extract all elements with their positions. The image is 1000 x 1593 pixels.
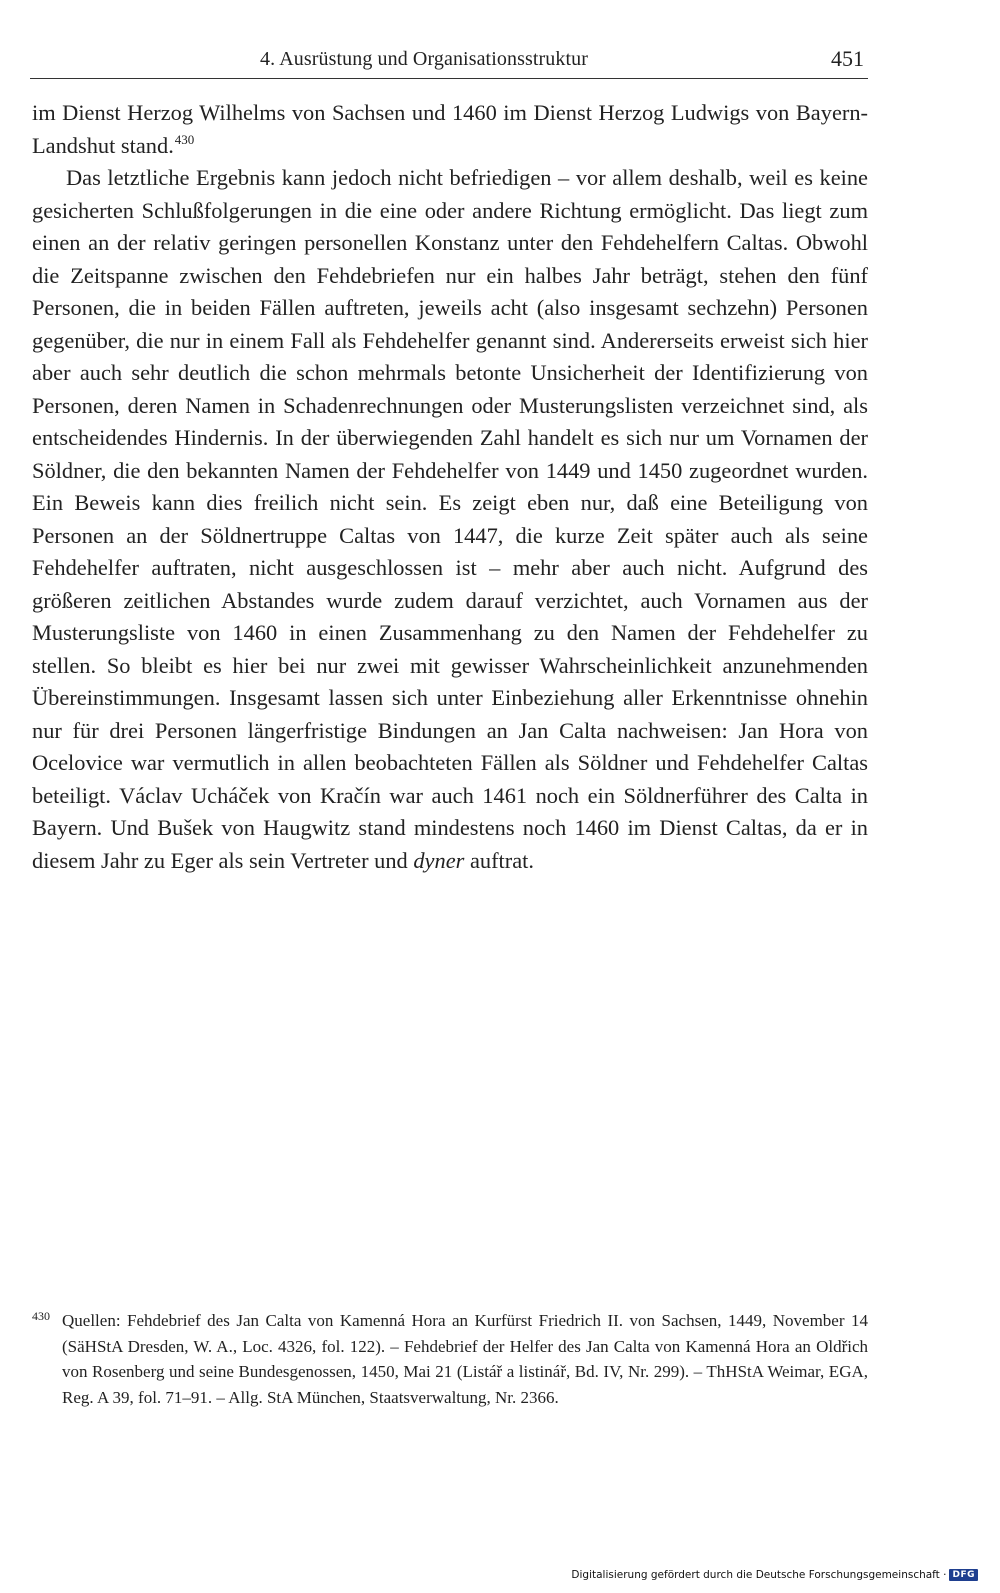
dfg-logo-icon: DFG — [949, 1569, 978, 1581]
chapter-title: 4. Ausrüstung und Organisationsstruktur — [260, 48, 588, 70]
footnote — [32, 1308, 868, 1410]
main-text — [32, 97, 868, 877]
paragraph-continuation — [32, 97, 868, 162]
digitization-credit — [571, 1567, 978, 1583]
paragraph — [32, 162, 868, 877]
footnote-reference[interactable]: 430 — [174, 131, 195, 147]
running-header — [30, 44, 868, 79]
credit-text: Digitalisierung gefördert durch die Deutsche Forschungsgemeinschaft · — [571, 1569, 947, 1581]
footnote-text: Quellen: Fehdebrief des Jan Calta von Kamenná Hora an Kurfürst Friedrich II. von Sachsen, 1449, November 14 (SäHStA Dresden, W. A., Loc. 4326, fol. 122). – Fehdebrief der Helfer des Jan Calta von Kamenná Hora an Oldřich von Rosenberg und seine Bundesgenossen, 1450, Mai 21 (Listář a listinář, Bd. IV, Nr. 299). – ThHStA Weimar, EGA, Reg. A 39, fol. 71–91. – Allg. StA München, Staatsverwaltung, Nr. 2366. — [62, 1311, 868, 1407]
paragraph-text: im Dienst Herzog Wilhelms von Sachsen und 1460 im Dienst Herzog Ludwigs von Bayern-Landshut stand. — [32, 100, 868, 158]
footnote-number: 430 — [32, 1309, 50, 1323]
paragraph-text-end: auftrat. — [469, 847, 534, 873]
paragraph-text: Das letztliche Ergebnis kann jedoch nicht befriedigen – vor allem deshalb, weil es keine gesicherten Schlußfolgerungen in die eine oder andere Richtung ermöglicht. Das liegt zum einen an der relativ geringen personellen Konstanz unter den Fehdehelfern Caltas. Obwohl die Zeitspanne zwischen den Fehdebriefen nur ein halbes Jahr beträgt, stehen den fünf Personen, die in beiden Fällen auftreten, jeweils acht (also insgesamt sechzehn) Personen gegenüber, die nur in einem Fall als Fehdehelfer genannt sind. Andererseits erweist sich hier aber auch sehr deutlich die schon mehrmals betonte Unsicherheit der Identifizierung von Personen, deren Namen in Schadenrechnungen oder Musterungslisten verzeichnet sind, als entscheidendes Hindernis. In der überwiegenden Zahl handelt es sich nur um Vornamen der Söldner, die den bekannten Namen der Fehdehelfer von 1449 und 1450 zugeordnet wurden. Ein Beweis kann dies freilich nicht sein. Es zeigt eben nur, daß eine Beteiligung von Personen an der Söldnertruppe Caltas von 1447, die kurze Zeit später auch als seine Fehdehelfer auftraten, nicht ausgeschlossen ist – mehr aber auch nicht. Aufgrund des größeren zeitlichen Abstandes wurde zudem darauf verzichtet, auch Vornamen aus der Musterungsliste von 1460 in einen Zusammenhang zu den Namen der Fehdehelfer zu stellen. So bleibt es hier bei nur zwei mit gewisser Wahrscheinlichkeit anzunehmenden Übereinstimmungen. Insgesamt lassen sich unter Einbeziehung aller Erkenntnisse ohnehin nur für drei Personen längerfristige Bindungen an Jan Calta nachweisen: Jan Hora von Ocelovice war vermutlich in allen beobachteten Fällen als Söldner und Fehdehelfer Caltas beteiligt. Václav Ucháček von Kračín war auch 1461 noch ein Söldnerführer des Calta in Bayern. Und Bušek von Haugwitz stand mindestens noch 1460 im Dienst Caltas, da er in diesem Jahr zu Eger als sein Vertreter und — [32, 165, 868, 873]
page-number: 451 — [831, 46, 864, 71]
italic-term: dyner — [413, 847, 465, 873]
